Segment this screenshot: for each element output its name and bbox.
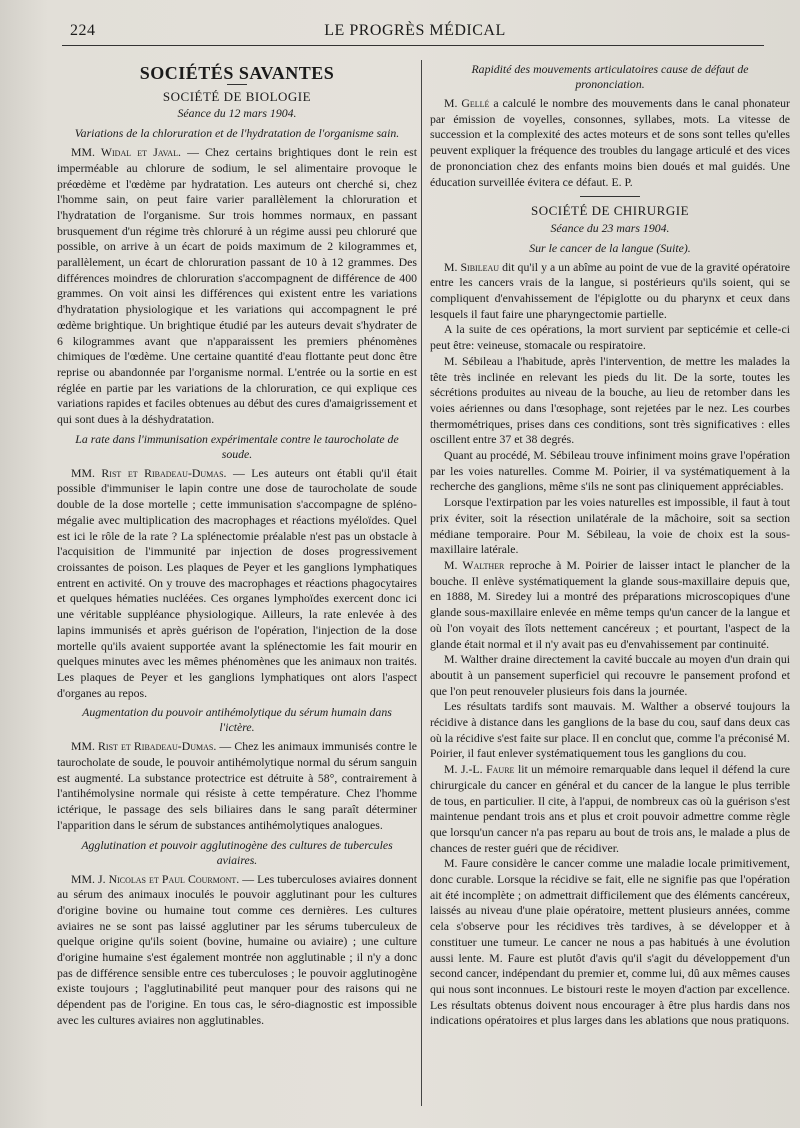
article-title: Rapidité des mouvements articulatoires cause de défaut de prononciation. [471, 62, 749, 91]
society-chirurgie: SOCIÉTÉ DE CHIRURGIE [530, 203, 690, 219]
article-authors: MM. Rist et Ribadeau-Dumas. [71, 465, 227, 480]
article-title: Variations de la chloruration et de l'hydratation de l'organisme sain. [74, 126, 400, 141]
article-text: — Chez les animaux immunisés contre le taurocholate de soude, le pouvoir antihémolytique normal du sérum sanguin est augmenté. La substance protectrice est détruite à 58°, contrairement à l'antihémolysine normale qui résiste à cette température. Chez l'homme ictérique, le passage des sels biliaires dans le sang paraît déterminer l'apparition dans le sérum de substances antihémolytiques analogues. [57, 739, 417, 832]
paragraph: Les résultats tardifs sont mauvais. M. Walther a observé toujours la récidive à distance dans les ganglions de la base du cou, sauf dans deux cas où la récidive s'est faite sur place. Il en conclut que, comme l'a préconisé M. Poirier, il faut enlever systématiquement tous les ganglions du cou. [430, 699, 790, 761]
article-text: — Chez certains brightiques dont le rein est imperméable au chlorure de sodium, le sel alimentaire provoque le préœdème et l'œdème par hydratation. Les auteurs ont cherché si, chez l'homme sain, on peut faire varier parallèlement la chloruration et l'hydratation de l'organisme. Sur trois hommes normaux, en passant brusquement d'un régime très chloruré à un régime aussi peu chloruré que possible, on arrive à un écart de poids maximum de 2 kilogrammes et, parallèlement, un écart de chloruration passant de 10 à 12 grammes. Des différences moindres de chloruration s'accompagnent de différence de 400 grammes. On voit ainsi les différences qui existent entre les variations d'hydratation physiologique et les variations qui accompagnent le pré œdème brightique. Un brightique étudié par les auteurs devait s'hydrater de 6 kilogrammes avant que n'apparaissent les premiers phénomènes chimiques de l'œdème. Une certaine quantité d'eau flottante peut donc être reprise ou abandonnée par l'organisme normal. L'entrée ou la sortie en est réglée en partie par les variations de la chloruration, ce qui explique ces variations rapides et faciles obtenues au début des cures d'amaigrissement et qui sont dues à la déshydratation. [57, 145, 417, 427]
paragraph-text: dit qu'il y a un abîme au point de vue de la gravité opératoire entre les cancers vrais de la langue, si postérieurs qu'ils soient, qui se compliquent d'envahissement de l'épiglotte ou du pharynx et ceux dans lesquels il faut faire une pharyngectomie partielle. [430, 259, 790, 321]
article-title: Sur le cancer de la langue (Suite). [529, 240, 691, 255]
paragraph: A la suite de ces opérations, la mort survient par septicémie et celle-ci peut être: veineuse, stomacale ou respiratoire. [430, 322, 790, 353]
running-head [70, 22, 760, 44]
journal-title: LE PROGRÈS MÉDICAL [324, 22, 506, 39]
article-body [57, 739, 417, 833]
paragraph-text: lit un mémoire remarquable dans lequel il défend la cure chirurgicale du cancer en général et du cancer de la langue le plus terrible de tous, en particulier. Il cite, à l'appui, de nombreux cas où la guérison s'est maintenue pendant trois ans et plus et croit pouvoir admettre comme règle que lorsqu'un cancer n'a pas reparu au bout de trois ans, le malade a plus de chances de rester guéri que de récidiver. [430, 762, 790, 855]
article-authors: M. Gellé [444, 96, 490, 110]
article-body [430, 96, 790, 190]
session-date: Séance du 23 mars 1904. [550, 220, 670, 235]
paragraph: Quant au procédé, M. Sébileau trouve infiniment moins grave l'opération par les voies naturelles. Comme M. Poirier, il va systématiquement à la recherche des ganglions, même s'ils ne sont pas cliniquement appréciables. [430, 448, 790, 494]
article-title: Augmentation du pouvoir antihémolytique du sérum humain dans l'ictère. [82, 705, 392, 735]
paragraph: Lorsque l'extirpation par les voies naturelles est impossible, il faut à tout prix éviter, soit la résection unilatérale de la mâchoire, soit sa section médiane temporaire. Pour M. Sébileau, la voie de choix est la sous-maxillaire latérale. [430, 495, 790, 557]
title-dash [227, 84, 247, 85]
article-text: — Les tuberculoses aviaires donnent au sérum des animaux inoculés le pouvoir agglutinant pour les cultures d'origine bovine ou humaine tout comme ces dernières. Les cultures aviaires ne se sont pas laissé agglutiner par les sérums tuberculeux de quelque origine qu'ils soient (bovine, humaine ou aviaire) ; une culture d'origine humaine s'est également montrée non agglutinable ; il n'y a donc pas de différence sensible entre ces tuberculoses ; le pouvoir agglutinogène existe toujours ; l'agglutinabilité peut manquer pour des raisons qui ne dépendent pas de l'origine. En tous cas, le séro-diagnostic est impossible avec les cultures aviaires non agglutinables. [57, 871, 417, 1027]
paragraph [430, 558, 790, 652]
article-body [57, 466, 417, 702]
article-title: Agglutination et pouvoir agglutinogène des cultures de tubercules aviaires. [81, 837, 393, 867]
session-date: Séance du 12 mars 1904. [177, 106, 297, 121]
article-body [57, 872, 417, 1029]
speaker-name: M. Sibileau [444, 259, 500, 274]
article-title: La rate dans l'immunisation expérimentale contre le taurocholate de soude. [75, 431, 399, 461]
paragraph: M. Walther draine directement la cavité buccale au moyen d'un drain qui aboutit à un pansement superficiel qui recouvre le pansement profond et que l'on peut renouveler plusieurs fois dans la journée. [430, 652, 790, 698]
page-number: 224 [70, 22, 96, 39]
article-body [57, 145, 417, 428]
society-biologie: SOCIÉTÉ DE BIOLOGIE [162, 88, 312, 104]
paragraph [430, 260, 790, 323]
paragraph: M. Faure considère le cancer comme une maladie locale primitivement, donc curable. Lorsque la récidive se fait, elle ne signifie pas que l'opération ait été incomplète ; on admettrait difficilement que des éléments cancéreux, laissés au niveau d'une plaie opératoire, mettent plusieurs années, comme cela s'observe pour les récidives très tardives, à se développer et à constituer une tumeur. Le cancer ne nous a pas habitués à une évolution aussi lente. M. Faure est plutôt d'avis qu'il s'agit du développement d'un second cancer, indépendant du premier et, comme lui, dû aux mêmes causes qui nous sont inconnues. Le bistouri reste le moyen d'action par excellence. Les résultats obtenus doivent nous encourager à être plus hardis dans nos indications opératoires et plus larges dans les ablations que nous pratiquons. [430, 856, 790, 1028]
paragraph: M. Sébileau a l'habitude, après l'intervention, de mettre les malades la tête très inclinée en relevant les pieds du lit. De la sorte, toutes les sécrétions produites au niveau de la bouche, au lieu de retomber dans les voies aériennes ou dans l'œsophage, sont rejetées par le nez. Les courbes thermométriques, prises dans ces conditions, sont très significatives : elles oscillent entre 37 et 38 degrés. [430, 353, 790, 447]
article-authors: MM. J. Nicolas et Paul Courmont. [71, 871, 240, 886]
article-text: — Les auteurs ont établi qu'il était possible d'immuniser le lapin contre une dose de taurocholate de soude double de la dose mortelle ; cette immunisation s'accompagne de spléno-mégalie avec multiplication des macrophages et réactions myéloïdes. Quel est ici le rôle de la rate ? La splénectomie préalable n'est pas un obstacle à l'acquisition de l'immunité par injection de doses progressivement croissantes de poison. Les plaques de Peyer et les ganglions lymphatiques entrent en activité. On y trouve des macrophages et réactions phagocytaires et quelques hématies nucléées. Ces organes lymphoïdes exercent donc ici une véritable suppléance physiologique. Ailleurs, la rate enlevée à des lapins immunisés et après guérison de l'opération, l'injection de la dose mortelle qu'ils avaient supportée avant la splénectomie les fait mourir en quelques minutes avec les mêmes phénomènes que les animaux non traités. Les plaques de Peyer et les ganglions lymphatiques ont alors l'aspect d'organes au repos. [57, 465, 417, 700]
article-text: a calculé le nombre des mouvements dans le canal phonateur par émission de voyelles, consonnes, syllabes, mots. La vitesse de succession et la complexité des actes moteurs et de sons sont telles qu'elles peuvent expliquer la fréquence des troubles du langage articulé et des vices de prononciation chez des enfants moins bien doués et mal guidés. Une éducation surveillée évitera ce défaut. [430, 96, 790, 189]
speaker-name: M. Walther [444, 557, 505, 572]
left-column [57, 60, 417, 1108]
article-authors: MM. Widal et Javal. [71, 145, 181, 160]
header-rule [62, 45, 764, 46]
article-authors: MM. Rist et Ribadeau-Dumas. [71, 739, 217, 754]
signature: E. P. [611, 174, 633, 189]
paragraph-text: reproche à M. Poirier de laisser intact le plancher de la bouche. Il enlève systématiquement la glande sous-maxillaire depuis que, en 1888, M. Siredey lui a montré des préparations microscopiques d'une glande sous-maxillaire enlevée en même temps qu'un cancer de la langue et où l'on voyait des îlots nettement cancéreux ; et pourtant, l'aspect de la glande était normal et il n'y avait pas eu d'envahissement par continuité. [430, 557, 790, 651]
section-title: SOCIÉTÉS SAVANTES [139, 63, 335, 83]
column-divider [421, 60, 422, 1106]
right-column [430, 60, 790, 1108]
speaker-name: M. J.-L. Faure [444, 762, 515, 777]
paragraph [430, 762, 790, 856]
section-rule [580, 196, 640, 197]
